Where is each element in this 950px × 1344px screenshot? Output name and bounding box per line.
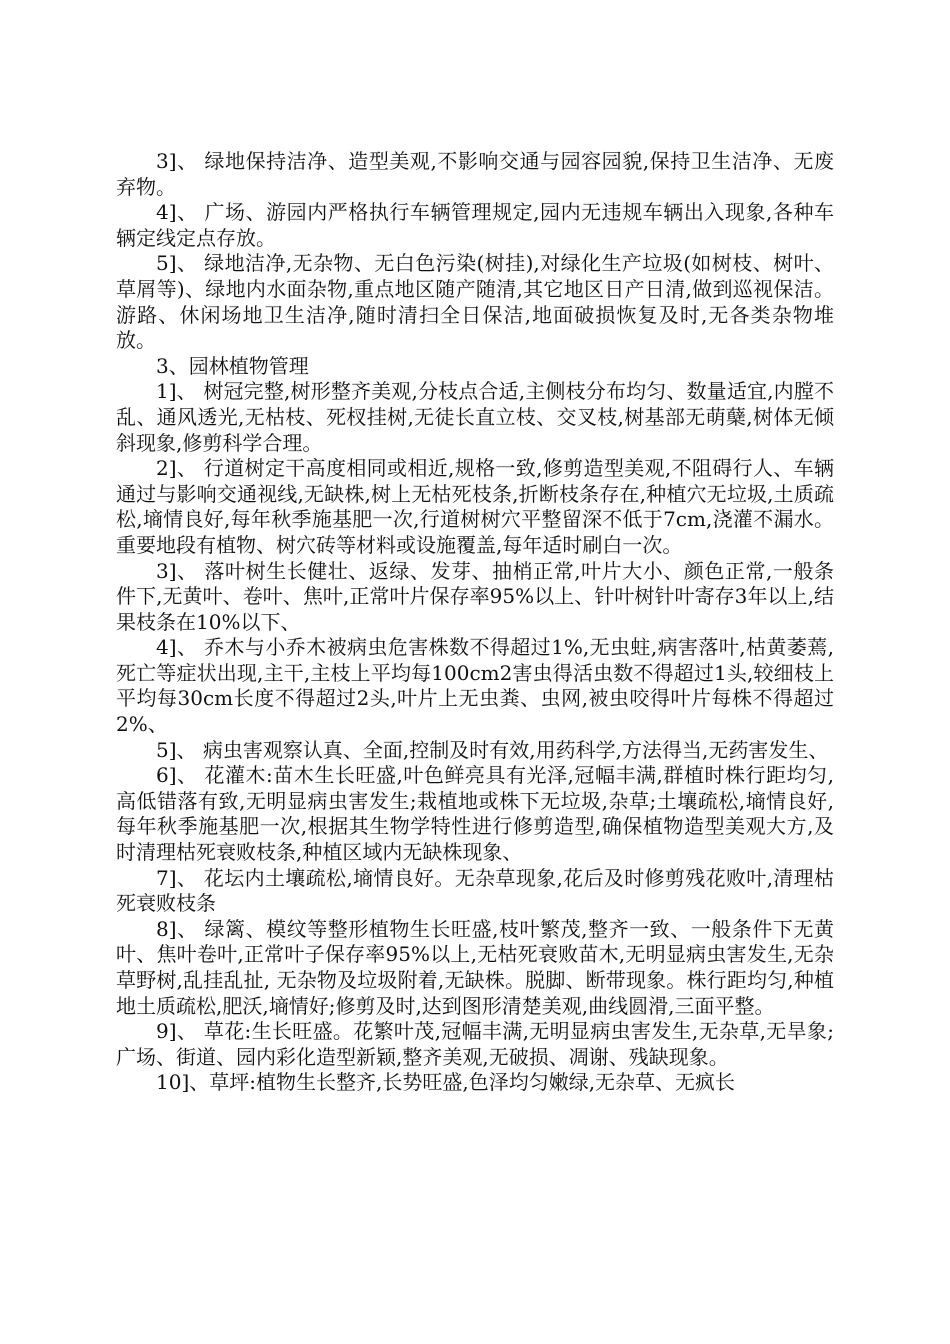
paragraph-pest-observation: 5]、 病虫害观察认真、全面,控制及时有效,用药科学,方法得当,无药害发生、 xyxy=(156,737,829,762)
paragraph-vehicle-rules: 4]、 广场、游园内严格执行车辆管理规定,园内无违规车辆出入现象,各种车辆定线定点存放。 xyxy=(116,200,834,250)
paragraph-green-sanitation: 5]、 绿地洁净,无杂物、无白色污染(树挂),对绿化生产垃圾(如树枝、树叶、草屑等)、绿地内水面杂物,重点地区随产随清,其它地区日产日清,做到巡视保洁。游路、休闲场地卫生洁净,随时清扫全日保洁,地面破损恢复及时,无各类杂物堆放。 xyxy=(116,251,834,353)
paragraph-street-trees: 2]、 行道树定干高度相同或相近,规格一致,修剪造型美观,不阻碍行人、车辆通过与影响交通视线,无缺株,树上无枯死枝条,折断枝条存在,种植穴无垃圾,土质疏松,墒情良好,每年秋季施基肥一次,行道树树穴平整留深不低于7cm,浇灌不漏水。重要地段有植物、树穴砖等材料或设施覆盖,每年适时刷白一次。 xyxy=(116,456,834,557)
section-heading-plant-management: 3、园林植物管理 xyxy=(156,353,309,378)
paragraph-green-clean: 3]、 绿地保持洁净、造型美观,不影响交通与园容园貌,保持卫生洁净、无废弃物。 xyxy=(116,149,834,199)
paragraph-hedges: 8]、 绿篱、模纹等整形植物生长旺盛,枝叶繁茂,整齐一致、一般条件下无黄叶、焦叶卷叶,正常叶子保存率95%以上,无枯死衰败苗木,无明显病虫害发生,无杂草野树,乱挂乱扯, 无杂物及垃圾附着,无缺株。脱脚、断带现象。株行距均匀,种植地土质疏松,肥沃,墒情好;修剪及时,达到图形清楚美观,曲线圆滑,三面平整。 xyxy=(116,916,834,1018)
paragraph-tree-crown: 1]、 树冠完整,树形整齐美观,分枝点合适,主侧枝分布均匀、数量适宜,内膛不乱、通风透光,无枯枝、死杈挂树,无徒长直立枝、交叉枝,树基部无萌蘖,树体无倾斜现象,修剪科学合理。 xyxy=(116,379,834,455)
paragraph-lawn: 10]、草坪:植物生长整齐,长势旺盛,色泽均匀嫩绿,无杂草、无疯长 xyxy=(156,1070,736,1095)
document-body xyxy=(116,149,834,1096)
paragraph-flowering-shrubs: 6]、 花灌木:苗木生长旺盛,叶色鲜亮具有光泽,冠幅丰满,群植时株行距均匀,高低错落有致,无明显病虫害发生;栽植地或株下无垃圾,杂草;土壤疏松,墒情良好,每年秋季施基肥一次,根据其生物学特性进行修剪造型,确保植物造型美观大方,及时清理枯死衰败枝条,种植区域内无缺株现象、 xyxy=(116,763,834,865)
paragraph-pest-limits: 4]、 乔木与小乔木被病虫危害株数不得超过1%,无虫蛀,病害落叶,枯黄萎蔫,死亡等症状出现,主干,主枝上平均每100cm2害虫得活虫数不得超过1头,较细枝上平均每30cm长度不得超过2头,叶片上无虫粪、虫网,被虫咬得叶片每株不得超过2%、 xyxy=(116,635,834,737)
paragraph-flowers: 9]、 草花:生长旺盛。花繁叶茂,冠幅丰满,无明显病虫害发生,无杂草,无旱象;广场、街道、园内彩化造型新颖,整齐美观,无破损、凋谢、残缺现象。 xyxy=(116,1019,834,1069)
paragraph-flower-beds: 7]、 花坛内土壤疏松,墒情良好。无杂草现象,花后及时修剪残花败叶,清理枯死衰败枝条 xyxy=(116,865,834,916)
paragraph-deciduous-trees: 3]、 落叶树生长健壮、返绿、发芽、抽梢正常,叶片大小、颜色正常,一般条件下,无黄叶、卷叶、焦叶,正常叶片保存率95%以上、针叶树针叶寄存3年以上,结果枝条在10%以下、 xyxy=(116,558,834,634)
